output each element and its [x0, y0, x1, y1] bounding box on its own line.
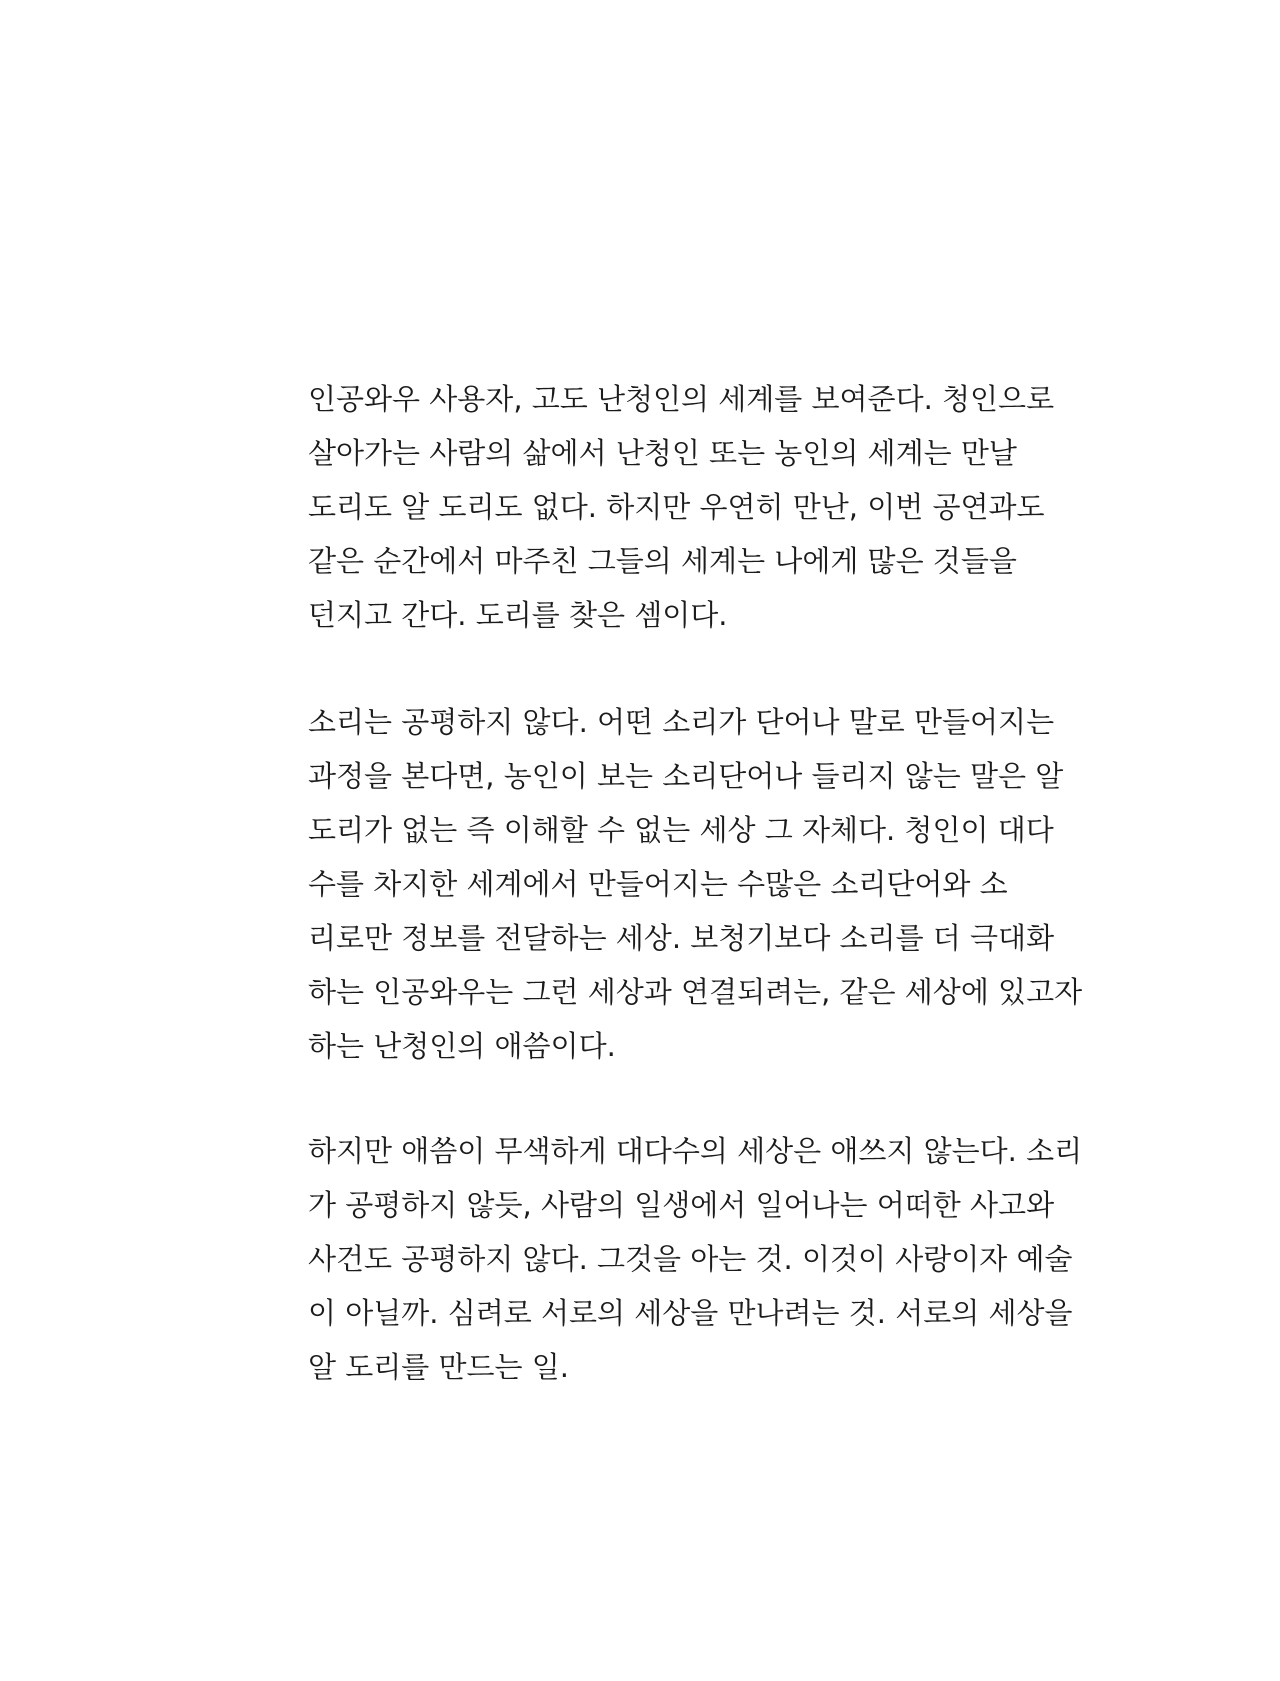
paragraph-line: 던지고 간다. 도리를 찾은 셈이다.	[308, 598, 728, 632]
paragraph-line: 사건도 공평하지 않다. 그것을 아는 것. 이것이 사랑이자 예술	[308, 1242, 1073, 1276]
paragraph-line: 리로만 정보를 전달하는 세상. 보청기보다 소리를 더 극대화	[308, 921, 1055, 955]
paragraph-line: 같은 순간에서 마주친 그들의 세계는 나에게 많은 것들을	[308, 544, 1017, 578]
paragraph-line: 가 공평하지 않듯, 사람의 일생에서 일어나는 어떠한 사고와	[308, 1188, 1055, 1222]
paragraph-3	[308, 1124, 1083, 1394]
paragraph-line: 살아가는 사람의 삶에서 난청인 또는 농인의 세계는 만날	[308, 436, 1017, 470]
paragraph-line: 소리는 공평하지 않다. 어떤 소리가 단어나 말로 만들어지는	[308, 705, 1055, 739]
paragraph-line: 하는 인공와우는 그런 세상과 연결되려는, 같은 세상에 있고자	[308, 975, 1083, 1009]
paragraph-line: 과정을 본다면, 농인이 보는 소리단어나 들리지 않는 말은 알	[308, 759, 1064, 793]
paragraph-2	[308, 695, 1083, 1073]
paragraph-line: 인공와우 사용자, 고도 난청인의 세계를 보여준다. 청인으로	[308, 382, 1055, 416]
paragraph-line: 도리도 알 도리도 없다. 하지만 우연히 만난, 이번 공연과도	[308, 490, 1045, 524]
paragraph-line: 하지만 애씀이 무색하게 대다수의 세상은 애쓰지 않는다. 소리	[308, 1134, 1083, 1168]
paragraph-line: 하는 난청인의 애씀이다.	[308, 1029, 616, 1063]
paragraph-line: 알 도리를 만드는 일.	[308, 1350, 569, 1384]
paragraph-1	[308, 372, 1055, 642]
paragraph-line: 이 아닐까. 심려로 서로의 세상을 만나려는 것. 서로의 세상을	[308, 1296, 1073, 1330]
paragraph-line: 수를 차지한 세계에서 만들어지는 수많은 소리단어와 소	[308, 867, 1008, 901]
paragraph-line: 도리가 없는 즉 이해할 수 없는 세상 그 자체다. 청인이 대다	[308, 813, 1054, 847]
